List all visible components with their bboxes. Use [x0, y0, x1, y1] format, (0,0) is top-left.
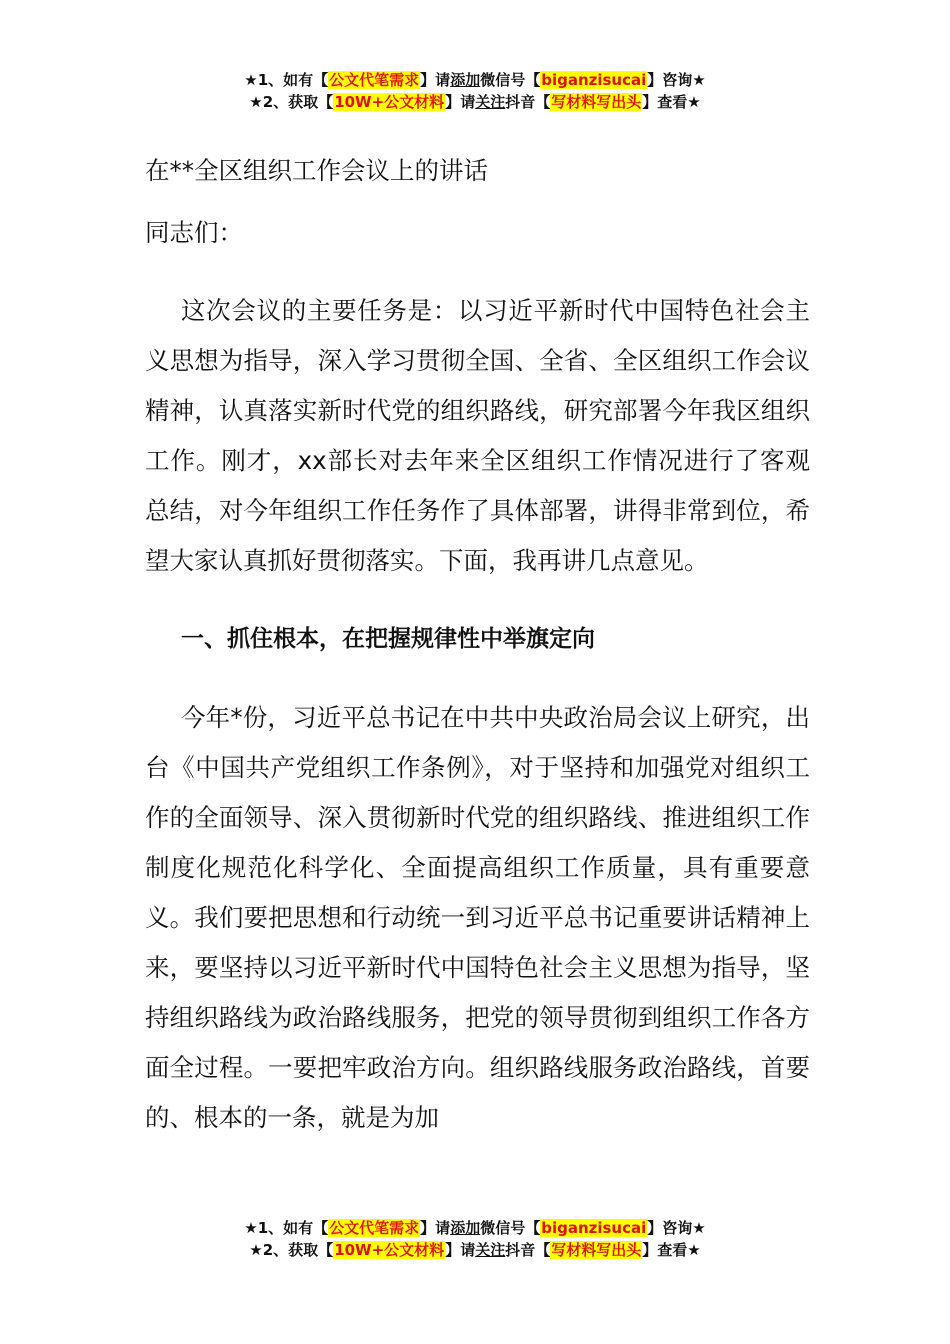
highlight-wechat-id: biganzisucai	[541, 71, 647, 89]
highlight-service: 公文代笔需求	[329, 71, 420, 89]
banner-text: ★2、获取【	[249, 1241, 334, 1259]
highlight-wechat-id: biganzisucai	[541, 1219, 647, 1237]
banner-text: 】请	[445, 1241, 476, 1259]
bottom-banner	[0, 1217, 950, 1261]
paragraph-section-1: 今年*份，习近平总书记在中共中央政治局会议上研究，出台《中国共产党组织工作条例》，对于坚持和加强党对组织工作的全面领导、深入贯彻新时代党的组织路线、推进组织工作制度化规范化科学化、全面提高组织工作质量，具有重要意义。我们要把思想和行动统一到习近平总书记重要讲话精神上来，要坚持以习近平新时代中国特色社会主义思想为指导，坚持组织路线为政治路线服务，把党的领导贯彻到组织工作各方面全过程。一要把牢政治方向。组织路线服务政治路线，首要的、根本的一条，就是为加	[145, 703, 810, 1132]
banner-text: ★1、如有【	[244, 1219, 329, 1237]
banner-line-1	[0, 1217, 950, 1239]
top-banner	[0, 69, 950, 113]
banner-text: 微信号【	[480, 1219, 541, 1237]
banner-text: ★2、获取【	[249, 93, 334, 111]
banner-underlined-text: 添加	[450, 1219, 481, 1237]
greeting: 同志们：	[145, 218, 243, 247]
banner-line-1	[0, 69, 950, 91]
highlight-service: 公文代笔需求	[329, 1219, 420, 1237]
highlight-douyin-account: 写材料写出头	[551, 1241, 642, 1259]
banner-text: 】咨询★	[647, 71, 706, 89]
banner-text: 微信号【	[480, 71, 541, 89]
document-title: 在**全区组织工作会议上的讲话	[145, 156, 488, 185]
banner-line-2	[0, 91, 950, 113]
banner-text: 】查看★	[642, 1241, 701, 1259]
banner-text: ★1、如有【	[244, 71, 329, 89]
banner-text: 】查看★	[642, 93, 701, 111]
paragraph-intro: 这次会议的主要任务是：以习近平新时代中国特色社会主义思想为指导，深入学习贯彻全国、全省、全区组织工作会议精神，认真落实新时代党的组织路线，研究部署今年我区组织工作。刚才，xx部长对去年来全区组织工作情况进行了客观总结，对今年组织工作任务作了具体部署，讲得非常到位，希望大家认真抓好贯彻落实。下面，我再讲几点意见。	[145, 296, 810, 575]
document-body	[145, 146, 810, 1143]
banner-text: 】请	[445, 93, 476, 111]
banner-line-2	[0, 1239, 950, 1261]
banner-underlined-text: 关注	[475, 1241, 506, 1259]
banner-underlined-text: 添加	[450, 71, 481, 89]
banner-text: 】咨询★	[647, 1219, 706, 1237]
banner-text: 抖音【	[505, 1241, 551, 1259]
highlight-materials: 10W+公文材料	[334, 1241, 445, 1259]
banner-underlined-text: 关注	[475, 93, 506, 111]
banner-text: 抖音【	[505, 93, 551, 111]
highlight-douyin-account: 写材料写出头	[551, 93, 642, 111]
banner-text: 】请	[420, 1219, 451, 1237]
banner-text: 】请	[420, 71, 451, 89]
highlight-materials: 10W+公文材料	[334, 93, 445, 111]
section-heading-1: 一、抓住根本，在把握规律性中举旗定向	[181, 626, 595, 652]
